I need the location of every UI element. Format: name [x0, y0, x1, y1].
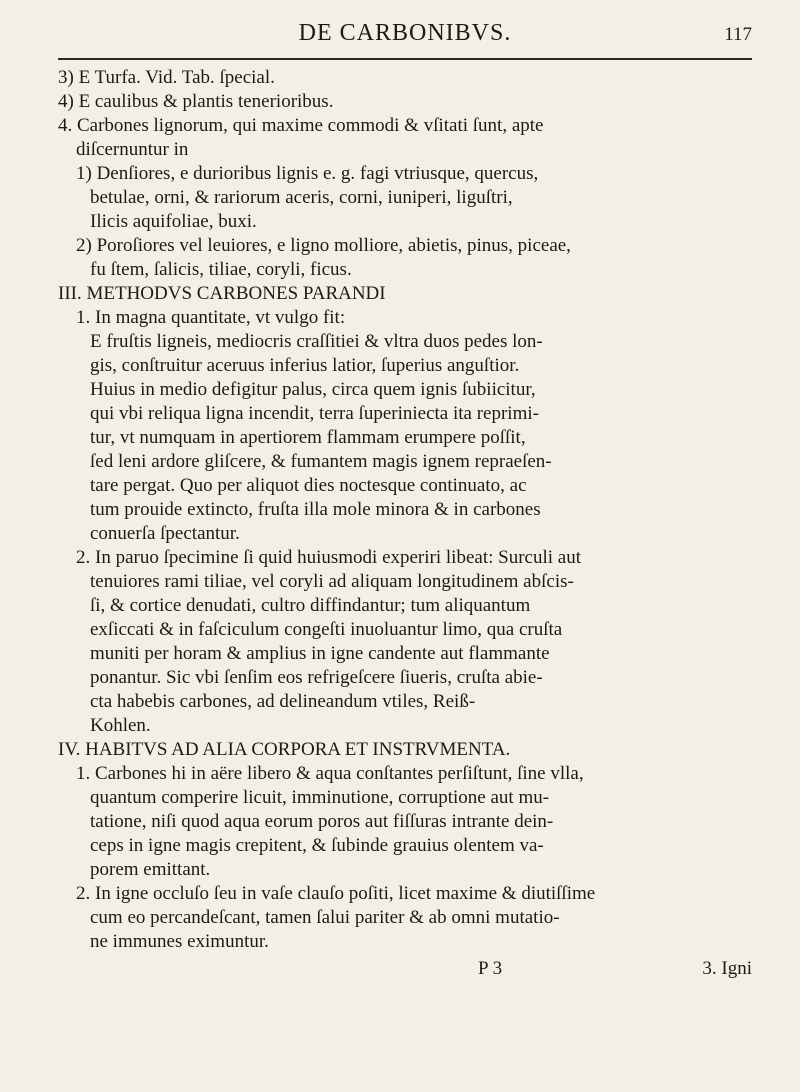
text-line: porem emittant. [90, 859, 211, 880]
text-line: tum prouide extincto, fruſta illa mole minora & in carbones [90, 499, 541, 520]
text-line: E fruſtis ligneis, mediocris craſſitiei & vltra duos pedes lon- [90, 331, 543, 352]
page-footer [58, 958, 752, 986]
text-line: tenuiores rami tiliae, vel coryli ad aliquam longitudinem abſcis- [90, 571, 574, 592]
page-number: 117 [724, 24, 752, 45]
text-line: exſiccati & in faſciculum congeſti inuoluantur limo, qua cruſta [90, 619, 563, 640]
text-line: muniti per horam & amplius in igne candente aut flammante [90, 643, 550, 664]
catchword: 3. Igni [702, 958, 752, 979]
text-line: fu ſtem, ſalicis, tiliae, coryli, ficus. [90, 259, 352, 280]
signature-mark: P 3 [478, 958, 503, 979]
text-line: ſi, & cortice denudati, cultro diffindantur; tum aliquantum [90, 595, 531, 616]
text-line: gis, conſtruitur aceruus inferius latior, ſuperius anguſtior. [90, 355, 520, 376]
text-line: tatione, niſi quod aqua eorum poros aut fiſſuras intrante dein- [90, 811, 554, 832]
text-line: ceps in igne magis crepitent, & ſubinde grauius olentem va- [90, 835, 544, 856]
text-line: quantum comperire licuit, imminutione, corruptione aut mu- [90, 787, 550, 808]
text-line: cum eo percandeſcant, tamen ſalui pariter & ab omni mutatio- [90, 907, 560, 928]
text-line: betulae, orni, & rariorum aceris, corni, iuniperi, liguſtri, [90, 187, 513, 208]
page-header [58, 18, 752, 60]
text-line: diſcernuntur in [76, 139, 189, 160]
text-line: ne immunes eximuntur. [90, 931, 269, 952]
text-line: conuerſa ſpectantur. [90, 523, 240, 544]
text-line: ponantur. Sic vbi ſenſim eos refrigeſcere ſiueris, cruſta abie- [90, 667, 543, 688]
text-line: tare pergat. Quo per aliquot dies noctesque continuato, ac [90, 475, 527, 496]
text-line: 4. Carbones lignorum, qui maxime commodi & vſitati ſunt, apte [58, 115, 544, 136]
text-line: qui vbi reliqua ligna incendit, terra ſuperiniecta ita reprimi- [90, 403, 539, 424]
text-line: 4) E caulibus & plantis tenerioribus. [58, 91, 334, 112]
text-line: ſed leni ardore gliſcere, & fumantem magis ignem repraeſen- [90, 451, 552, 472]
text-line: 2. In igne occluſo ſeu in vaſe clauſo poſiti, licet maxime & diutiſſime [76, 883, 596, 904]
text-line: tur, vt numquam in apertiorem flammam erumpere poſſit, [90, 427, 526, 448]
section-heading: IV. HABITVS AD ALIA CORPORA ET INSTRVMENTA. [58, 739, 511, 760]
text-line: 3) E Turfa. Vid. Tab. ſpecial. [58, 67, 275, 88]
section-heading: III. METHODVS CARBONES PARANDI [58, 283, 386, 304]
page-body [58, 60, 752, 954]
text-line: 1) Denſiores, e durioribus lignis e. g. fagi vtriusque, quercus, [76, 163, 539, 184]
text-line: cta habebis carbones, ad delineandum vtiles, Reiß- [90, 691, 476, 712]
text-line: 1. In magna quantitate, vt vulgo fit: [76, 307, 346, 328]
text-line: 2. In paruo ſpecimine ſi quid huiusmodi experiri libeat: Surculi aut [76, 547, 581, 568]
text-line: 2) Poroſiores vel leuiores, e ligno molliore, abietis, pinus, piceae, [76, 235, 571, 256]
text-line: 1. Carbones hi in aëre libero & aqua conſtantes perſiſtunt, ſine vlla, [76, 763, 584, 784]
running-title: DE CARBONIBVS. [298, 20, 512, 46]
text-line: Kohlen. [90, 715, 151, 736]
text-line: Ilicis aquifoliae, buxi. [90, 211, 257, 232]
text-line: Huius in medio defigitur palus, circa quem ignis ſubiicitur, [90, 379, 536, 400]
